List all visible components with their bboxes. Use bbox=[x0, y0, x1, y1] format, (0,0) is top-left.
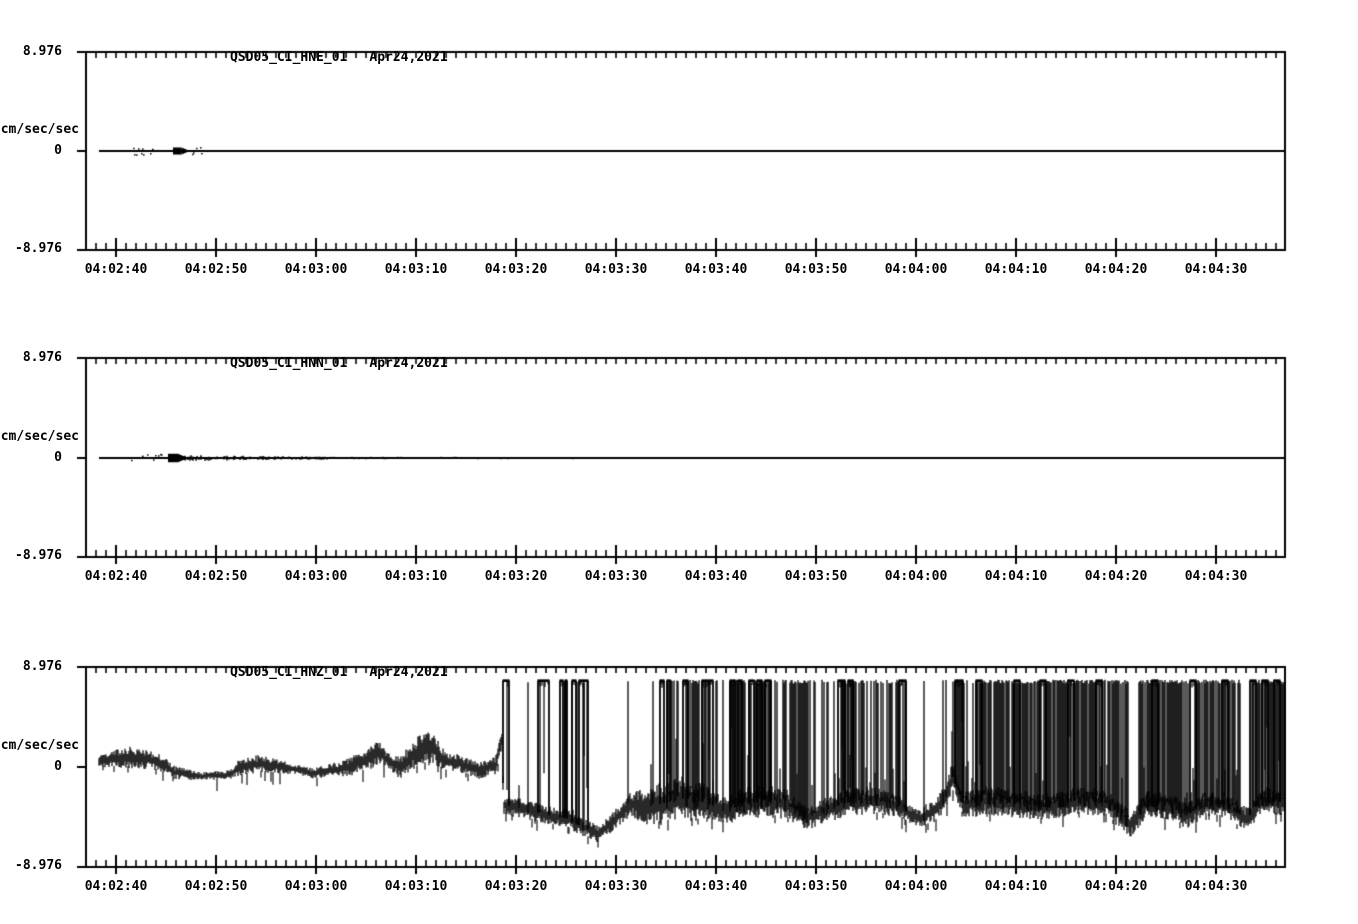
x-axis-labels bbox=[0, 262, 1358, 278]
x-tick-label: 04:03:30 bbox=[584, 262, 648, 277]
x-tick-label: 04:04:30 bbox=[1184, 262, 1248, 277]
y-tick-label-min: -8.976 bbox=[15, 241, 62, 256]
trace-title bbox=[183, 34, 448, 82]
x-tick-label: 04:03:00 bbox=[284, 879, 348, 894]
y-tick-label-zero: 0 bbox=[54, 759, 62, 774]
x-tick-label: 04:03:10 bbox=[384, 262, 448, 277]
x-tick-label: 04:02:50 bbox=[184, 262, 248, 277]
y-tick-label-min: -8.976 bbox=[15, 548, 62, 563]
x-tick-label: 04:03:10 bbox=[384, 879, 448, 894]
station-channel-label: QSD05_CI_HNZ_01 bbox=[229, 665, 348, 680]
y-tick-label-max: 8.976 bbox=[22, 350, 62, 365]
x-tick-label: 04:03:00 bbox=[284, 569, 348, 584]
trace-title bbox=[183, 649, 448, 697]
x-tick-label: 04:04:00 bbox=[884, 262, 948, 277]
y-axis-unit-label: cm/sec/sec bbox=[0, 429, 79, 444]
x-axis-labels bbox=[0, 569, 1358, 585]
x-tick-label: 04:04:30 bbox=[1184, 879, 1248, 894]
y-tick-label-zero: 0 bbox=[54, 143, 62, 158]
y-tick-label-min: -8.976 bbox=[15, 858, 62, 873]
y-tick-label-max: 8.976 bbox=[22, 44, 62, 59]
x-tick-label: 04:04:20 bbox=[1084, 879, 1148, 894]
x-tick-label: 04:02:50 bbox=[184, 569, 248, 584]
station-channel-label: QSD05_CI_HNE_01 bbox=[229, 50, 348, 65]
x-tick-label: 04:03:50 bbox=[784, 879, 848, 894]
x-tick-label: 04:04:10 bbox=[984, 879, 1048, 894]
x-axis-labels bbox=[0, 879, 1358, 895]
y-axis-unit-label: cm/sec/sec bbox=[0, 738, 79, 753]
x-tick-label: 04:03:10 bbox=[384, 569, 448, 584]
x-tick-label: 04:04:10 bbox=[984, 569, 1048, 584]
x-tick-label: 04:04:20 bbox=[1084, 262, 1148, 277]
y-axis-unit-label: cm/sec/sec bbox=[0, 122, 79, 137]
x-tick-label: 04:02:40 bbox=[84, 569, 148, 584]
x-tick-label: 04:04:00 bbox=[884, 569, 948, 584]
x-tick-label: 04:03:20 bbox=[484, 262, 548, 277]
x-tick-label: 04:03:20 bbox=[484, 569, 548, 584]
x-tick-label: 04:03:40 bbox=[684, 569, 748, 584]
x-tick-label: 04:02:40 bbox=[84, 879, 148, 894]
trace-title bbox=[183, 340, 448, 388]
x-tick-label: 04:02:50 bbox=[184, 879, 248, 894]
trace-date: Apr24,2021 bbox=[369, 356, 448, 371]
trace-date: Apr24,2021 bbox=[369, 50, 448, 65]
x-tick-label: 04:03:20 bbox=[484, 879, 548, 894]
x-tick-label: 04:03:40 bbox=[684, 262, 748, 277]
x-tick-label: 04:04:20 bbox=[1084, 569, 1148, 584]
x-tick-label: 04:03:30 bbox=[584, 879, 648, 894]
station-channel-label: QSD05_CI_HNN_01 bbox=[229, 356, 348, 371]
x-tick-label: 04:03:00 bbox=[284, 262, 348, 277]
x-tick-label: 04:03:40 bbox=[684, 879, 748, 894]
trace-date: Apr24,2021 bbox=[369, 665, 448, 680]
x-tick-label: 04:02:40 bbox=[84, 262, 148, 277]
x-tick-label: 04:03:50 bbox=[784, 569, 848, 584]
x-tick-label: 04:03:30 bbox=[584, 569, 648, 584]
x-tick-label: 04:04:10 bbox=[984, 262, 1048, 277]
y-tick-label-zero: 0 bbox=[54, 450, 62, 465]
x-tick-label: 04:04:30 bbox=[1184, 569, 1248, 584]
x-tick-label: 04:04:00 bbox=[884, 879, 948, 894]
x-tick-label: 04:03:50 bbox=[784, 262, 848, 277]
y-tick-label-max: 8.976 bbox=[22, 659, 62, 674]
